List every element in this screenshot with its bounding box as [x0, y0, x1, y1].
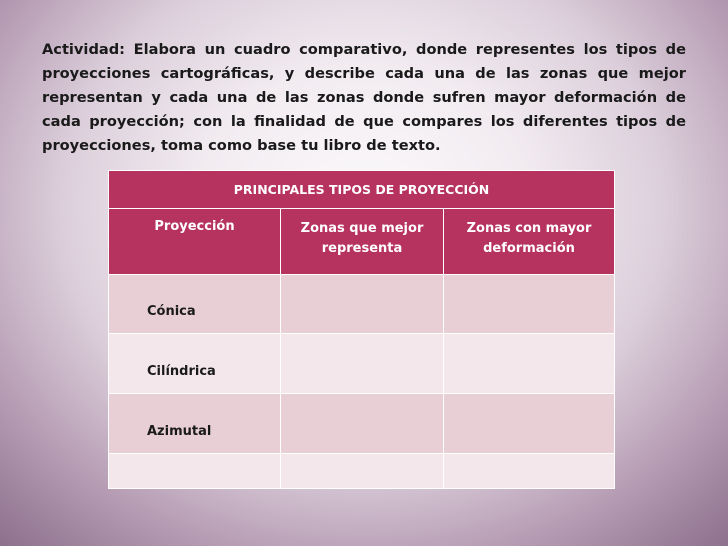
cell-best-zones-azimutal[interactable]	[281, 394, 444, 454]
cell-deformation-cilindrica[interactable]	[444, 334, 615, 394]
table-row-azimutal	[109, 394, 615, 454]
table-row-conica	[109, 275, 615, 334]
cell-best-zones-cilindrica[interactable]	[281, 334, 444, 394]
table-title: PRINCIPALES TIPOS DE PROYECCIÓN	[109, 171, 615, 209]
cell-projection-azimutal: Azimutal	[109, 394, 281, 454]
comparison-table	[108, 170, 615, 489]
activity-instructions: Actividad: Elabora un cuadro comparativo, donde representes los tipos de proyecciones cartográficas, y describe cada una de las zonas que mejor representan y cada una de las zonas donde sufren mayor deformación de cada proyección; con la finalidad de que compares los diferentes tipos de proyecciones, toma como base tu libro de texto.	[42, 41, 686, 154]
header-projection: Proyección	[109, 209, 281, 275]
cell-projection-cilindrica: Cilíndrica	[109, 334, 281, 394]
cell-deformation-empty[interactable]	[444, 454, 615, 489]
cell-best-zones-conica[interactable]	[281, 275, 444, 334]
cell-deformation-azimutal[interactable]	[444, 394, 615, 454]
cell-deformation-conica[interactable]	[444, 275, 615, 334]
table-header-row	[109, 209, 615, 275]
header-best-zones: Zonas que mejor representa	[281, 209, 444, 275]
table-row-cilindrica	[109, 334, 615, 394]
cell-projection-conica: Cónica	[109, 275, 281, 334]
table-title-row	[109, 171, 615, 209]
cell-projection-empty[interactable]	[109, 454, 281, 489]
cell-best-zones-empty[interactable]	[281, 454, 444, 489]
header-deformation-zones: Zonas con mayor deformación	[444, 209, 615, 275]
table-row-empty	[109, 454, 615, 489]
